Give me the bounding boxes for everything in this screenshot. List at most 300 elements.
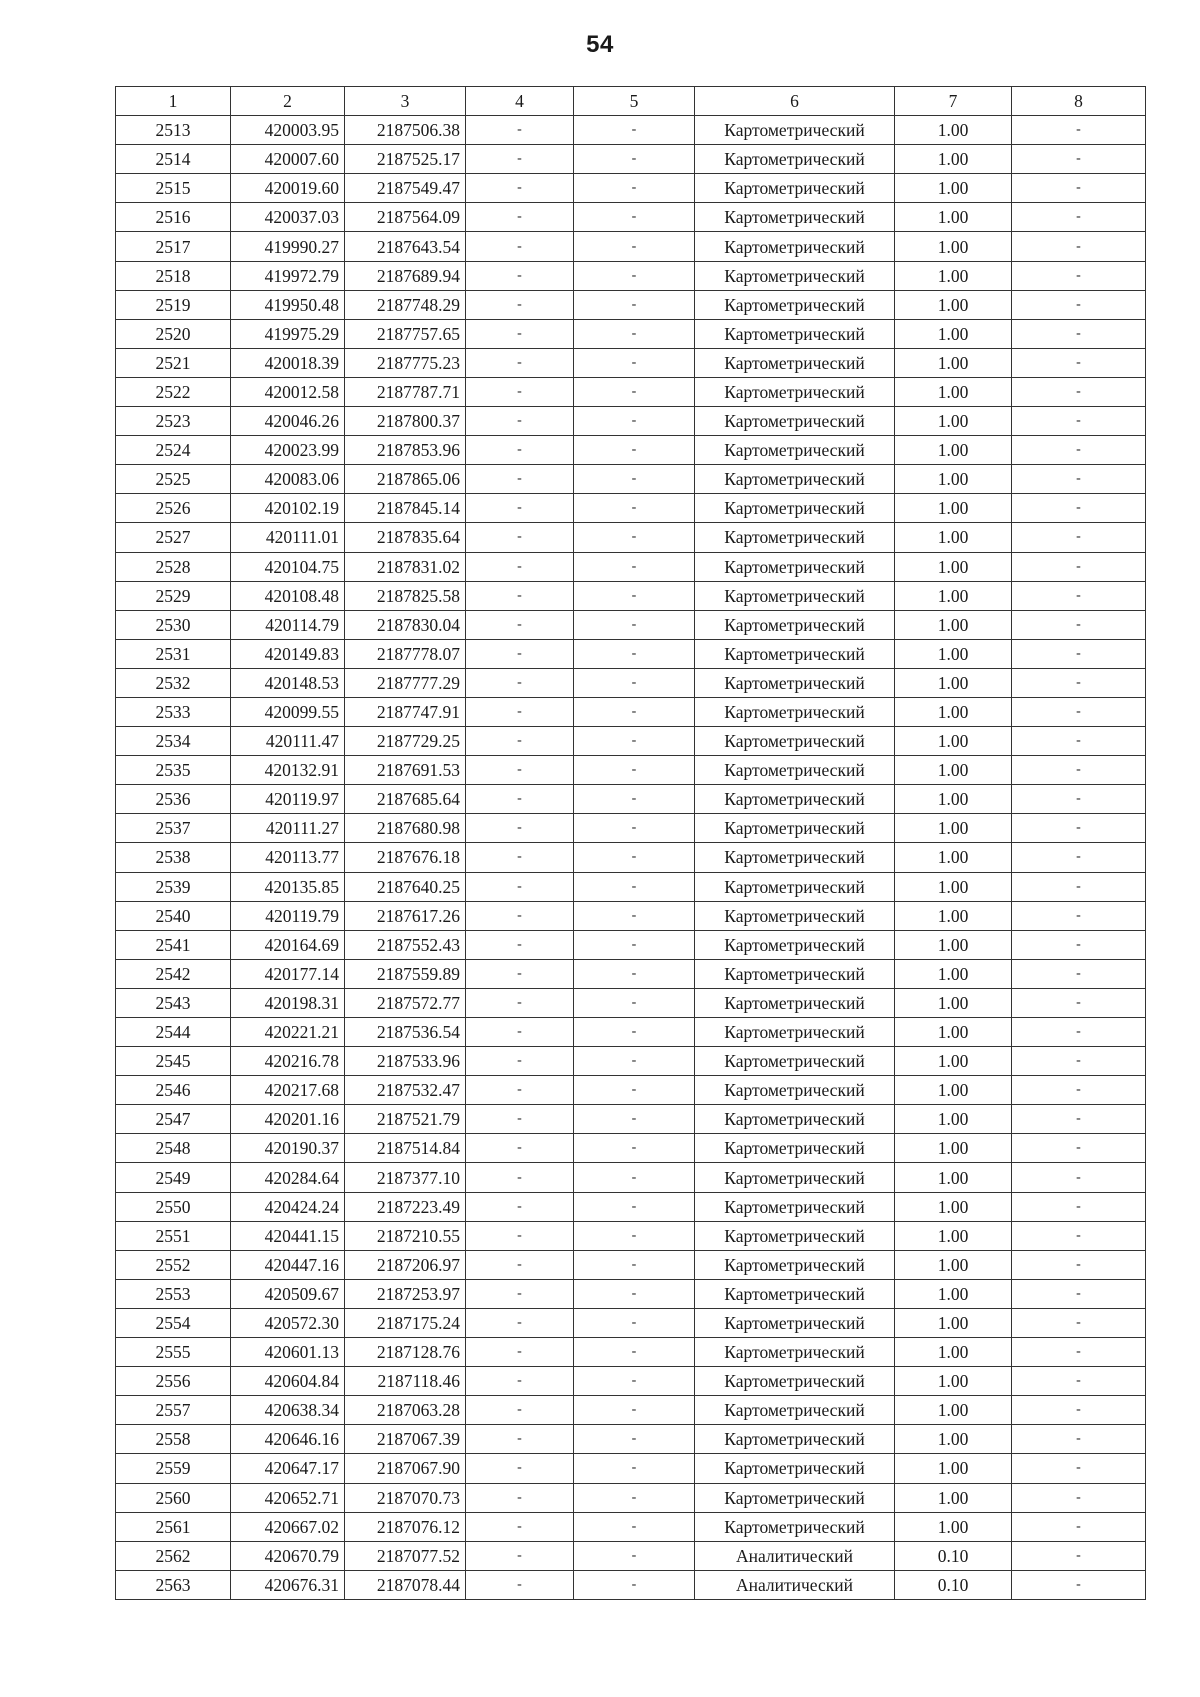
table-body [116,116,1146,1600]
cell-x-coordinate: 419975.29 [231,319,345,348]
cell-y-coordinate: 2187533.96 [345,1047,466,1076]
cell-method: Картометрический [695,1163,895,1192]
cell-x-coordinate: 420284.64 [231,1163,345,1192]
table-row [116,1396,1146,1425]
cell-col-8: - [1012,523,1146,552]
cell-method: Картометрический [695,1338,895,1367]
cell-col-5: - [574,1483,695,1512]
cell-col-8: - [1012,552,1146,581]
cell-col-5: - [574,1192,695,1221]
cell-col-8: - [1012,1570,1146,1599]
cell-x-coordinate: 420572.30 [231,1308,345,1337]
cell-col-8: - [1012,610,1146,639]
cell-col-4: - [466,988,574,1017]
column-header-6: 6 [695,87,895,116]
cell-y-coordinate: 2187775.23 [345,348,466,377]
cell-precision: 1.00 [895,1483,1012,1512]
cell-x-coordinate: 420424.24 [231,1192,345,1221]
cell-col-4: - [466,261,574,290]
cell-col-4: - [466,1396,574,1425]
cell-col-5: - [574,1221,695,1250]
table-row [116,727,1146,756]
cell-method: Аналитический [695,1570,895,1599]
cell-point-number: 2519 [116,290,231,319]
cell-x-coordinate: 420003.95 [231,116,345,145]
cell-col-4: - [466,1250,574,1279]
cell-col-5: - [574,1018,695,1047]
cell-col-8: - [1012,1076,1146,1105]
cell-precision: 1.00 [895,552,1012,581]
table-row [116,901,1146,930]
cell-method: Картометрический [695,697,895,726]
cell-y-coordinate: 2187777.29 [345,668,466,697]
cell-col-5: - [574,436,695,465]
cell-col-4: - [466,319,574,348]
cell-x-coordinate: 420667.02 [231,1512,345,1541]
cell-x-coordinate: 420018.39 [231,348,345,377]
cell-method: Картометрический [695,552,895,581]
cell-x-coordinate: 420102.19 [231,494,345,523]
cell-precision: 1.00 [895,290,1012,319]
cell-col-5: - [574,261,695,290]
cell-precision: 1.00 [895,145,1012,174]
cell-method: Картометрический [695,1512,895,1541]
cell-point-number: 2529 [116,581,231,610]
cell-col-4: - [466,901,574,930]
cell-point-number: 2560 [116,1483,231,1512]
cell-precision: 1.00 [895,377,1012,406]
cell-y-coordinate: 2187830.04 [345,610,466,639]
cell-x-coordinate: 420647.17 [231,1454,345,1483]
cell-method: Картометрический [695,1018,895,1047]
cell-col-8: - [1012,872,1146,901]
cell-col-5: - [574,319,695,348]
cell-col-5: - [574,1425,695,1454]
cell-precision: 1.00 [895,581,1012,610]
cell-col-5: - [574,523,695,552]
cell-point-number: 2539 [116,872,231,901]
cell-col-8: - [1012,145,1146,174]
cell-x-coordinate: 420201.16 [231,1105,345,1134]
cell-col-4: - [466,1483,574,1512]
cell-point-number: 2522 [116,377,231,406]
cell-y-coordinate: 2187506.38 [345,116,466,145]
cell-point-number: 2523 [116,407,231,436]
cell-precision: 1.00 [895,1367,1012,1396]
cell-precision: 1.00 [895,116,1012,145]
cell-col-5: - [574,697,695,726]
cell-col-8: - [1012,232,1146,261]
cell-col-5: - [574,494,695,523]
cell-y-coordinate: 2187572.77 [345,988,466,1017]
cell-col-4: - [466,1512,574,1541]
cell-x-coordinate: 420447.16 [231,1250,345,1279]
cell-point-number: 2552 [116,1250,231,1279]
cell-point-number: 2517 [116,232,231,261]
cell-point-number: 2557 [116,1396,231,1425]
cell-y-coordinate: 2187559.89 [345,959,466,988]
cell-col-4: - [466,1105,574,1134]
cell-precision: 1.00 [895,465,1012,494]
cell-method: Картометрический [695,959,895,988]
cell-method: Картометрический [695,261,895,290]
table-row [116,261,1146,290]
cell-point-number: 2559 [116,1454,231,1483]
cell-method: Картометрический [695,901,895,930]
table-row [116,1279,1146,1308]
cell-precision: 1.00 [895,959,1012,988]
cell-method: Картометрический [695,872,895,901]
cell-y-coordinate: 2187253.97 [345,1279,466,1308]
cell-col-5: - [574,1570,695,1599]
table-row [116,1308,1146,1337]
cell-col-8: - [1012,930,1146,959]
table-row [116,697,1146,726]
cell-x-coordinate: 420164.69 [231,930,345,959]
cell-point-number: 2547 [116,1105,231,1134]
cell-precision: 1.00 [895,1338,1012,1367]
cell-col-5: - [574,1308,695,1337]
cell-col-4: - [466,552,574,581]
cell-method: Картометрический [695,1047,895,1076]
cell-y-coordinate: 2187729.25 [345,727,466,756]
cell-col-8: - [1012,756,1146,785]
table-row [116,1338,1146,1367]
cell-x-coordinate: 419972.79 [231,261,345,290]
cell-x-coordinate: 420190.37 [231,1134,345,1163]
cell-x-coordinate: 420083.06 [231,465,345,494]
cell-col-8: - [1012,1454,1146,1483]
cell-col-8: - [1012,203,1146,232]
page-number: 54 [586,31,614,58]
cell-col-4: - [466,814,574,843]
cell-x-coordinate: 420177.14 [231,959,345,988]
table-row [116,1367,1146,1396]
cell-method: Картометрический [695,407,895,436]
cell-precision: 1.00 [895,668,1012,697]
cell-x-coordinate: 420198.31 [231,988,345,1017]
cell-col-8: - [1012,1018,1146,1047]
cell-point-number: 2520 [116,319,231,348]
cell-col-8: - [1012,697,1146,726]
cell-col-4: - [466,290,574,319]
table-row [116,1076,1146,1105]
cell-col-8: - [1012,494,1146,523]
cell-x-coordinate: 420217.68 [231,1076,345,1105]
cell-col-4: - [466,785,574,814]
cell-x-coordinate: 420221.21 [231,1018,345,1047]
cell-x-coordinate: 420601.13 [231,1338,345,1367]
cell-col-5: - [574,1279,695,1308]
table-row [116,1250,1146,1279]
cell-point-number: 2540 [116,901,231,930]
table-header-row [116,87,1146,116]
cell-col-5: - [574,959,695,988]
cell-x-coordinate: 419990.27 [231,232,345,261]
cell-x-coordinate: 420037.03 [231,203,345,232]
cell-col-8: - [1012,1512,1146,1541]
cell-point-number: 2530 [116,610,231,639]
cell-y-coordinate: 2187077.52 [345,1541,466,1570]
cell-precision: 1.00 [895,1454,1012,1483]
table-row [116,668,1146,697]
cell-method: Картометрический [695,348,895,377]
cell-col-4: - [466,1018,574,1047]
cell-method: Картометрический [695,465,895,494]
cell-col-4: - [466,581,574,610]
cell-precision: 1.00 [895,174,1012,203]
cell-point-number: 2515 [116,174,231,203]
cell-point-number: 2518 [116,261,231,290]
table-row [116,377,1146,406]
cell-x-coordinate: 420646.16 [231,1425,345,1454]
cell-y-coordinate: 2187549.47 [345,174,466,203]
cell-precision: 1.00 [895,203,1012,232]
table-row [116,785,1146,814]
cell-precision: 1.00 [895,901,1012,930]
cell-col-4: - [466,1279,574,1308]
cell-method: Картометрический [695,116,895,145]
table-row [116,232,1146,261]
cell-y-coordinate: 2187835.64 [345,523,466,552]
cell-method: Картометрический [695,668,895,697]
cell-method: Картометрический [695,232,895,261]
cell-method: Картометрический [695,1076,895,1105]
cell-col-8: - [1012,436,1146,465]
cell-y-coordinate: 2187564.09 [345,203,466,232]
table-row [116,639,1146,668]
cell-x-coordinate: 420007.60 [231,145,345,174]
cell-precision: 1.00 [895,1512,1012,1541]
cell-precision: 1.00 [895,1192,1012,1221]
cell-point-number: 2516 [116,203,231,232]
cell-x-coordinate: 420135.85 [231,872,345,901]
cell-point-number: 2556 [116,1367,231,1396]
cell-col-5: - [574,1105,695,1134]
cell-x-coordinate: 420012.58 [231,377,345,406]
table-row [116,581,1146,610]
cell-col-8: - [1012,581,1146,610]
cell-method: Картометрический [695,814,895,843]
cell-y-coordinate: 2187689.94 [345,261,466,290]
cell-y-coordinate: 2187617.26 [345,901,466,930]
cell-y-coordinate: 2187118.46 [345,1367,466,1396]
table-row [116,814,1146,843]
cell-precision: 1.00 [895,1250,1012,1279]
cell-col-8: - [1012,1221,1146,1250]
cell-method: Картометрический [695,1367,895,1396]
cell-col-8: - [1012,814,1146,843]
cell-col-5: - [574,639,695,668]
cell-col-8: - [1012,1367,1146,1396]
cell-point-number: 2549 [116,1163,231,1192]
cell-col-4: - [466,1425,574,1454]
cell-col-8: - [1012,1192,1146,1221]
cell-method: Картометрический [695,494,895,523]
column-header-8: 8 [1012,87,1146,116]
cell-x-coordinate: 420149.83 [231,639,345,668]
cell-col-5: - [574,552,695,581]
cell-col-5: - [574,814,695,843]
table-row [116,1425,1146,1454]
cell-y-coordinate: 2187377.10 [345,1163,466,1192]
cell-method: Картометрический [695,145,895,174]
cell-col-8: - [1012,1338,1146,1367]
cell-y-coordinate: 2187210.55 [345,1221,466,1250]
table-row [116,1570,1146,1599]
cell-y-coordinate: 2187640.25 [345,872,466,901]
cell-col-5: - [574,1250,695,1279]
cell-col-4: - [466,377,574,406]
cell-col-4: - [466,1047,574,1076]
cell-point-number: 2554 [116,1308,231,1337]
cell-x-coordinate: 420113.77 [231,843,345,872]
cell-col-5: - [574,930,695,959]
table-row [116,203,1146,232]
cell-col-5: - [574,348,695,377]
column-header-2: 2 [231,87,345,116]
cell-col-4: - [466,174,574,203]
cell-y-coordinate: 2187067.39 [345,1425,466,1454]
cell-method: Картометрический [695,1425,895,1454]
cell-precision: 1.00 [895,872,1012,901]
cell-col-4: - [466,116,574,145]
cell-point-number: 2551 [116,1221,231,1250]
cell-col-5: - [574,785,695,814]
cell-col-4: - [466,203,574,232]
cell-point-number: 2536 [116,785,231,814]
cell-col-4: - [466,1570,574,1599]
table-row [116,959,1146,988]
cell-col-5: - [574,1512,695,1541]
cell-x-coordinate: 420676.31 [231,1570,345,1599]
cell-col-5: - [574,1396,695,1425]
cell-point-number: 2541 [116,930,231,959]
cell-col-8: - [1012,1134,1146,1163]
cell-point-number: 2525 [116,465,231,494]
cell-point-number: 2542 [116,959,231,988]
cell-precision: 1.00 [895,261,1012,290]
cell-point-number: 2550 [116,1192,231,1221]
table-row [116,407,1146,436]
cell-point-number: 2544 [116,1018,231,1047]
cell-point-number: 2524 [116,436,231,465]
cell-precision: 1.00 [895,843,1012,872]
cell-y-coordinate: 2187076.12 [345,1512,466,1541]
cell-col-8: - [1012,988,1146,1017]
cell-col-5: - [574,116,695,145]
column-header-3: 3 [345,87,466,116]
cell-point-number: 2543 [116,988,231,1017]
cell-col-4: - [466,639,574,668]
column-header-4: 4 [466,87,574,116]
cell-col-5: - [574,174,695,203]
cell-point-number: 2546 [116,1076,231,1105]
cell-x-coordinate: 420114.79 [231,610,345,639]
table-row [116,1454,1146,1483]
cell-col-4: - [466,348,574,377]
cell-precision: 1.00 [895,1425,1012,1454]
cell-col-8: - [1012,1279,1146,1308]
cell-col-8: - [1012,116,1146,145]
cell-point-number: 2538 [116,843,231,872]
cell-col-5: - [574,290,695,319]
cell-col-5: - [574,203,695,232]
cell-method: Картометрический [695,843,895,872]
cell-col-4: - [466,145,574,174]
table-row [116,1163,1146,1192]
cell-method: Картометрический [695,1221,895,1250]
cell-col-5: - [574,901,695,930]
cell-col-8: - [1012,1396,1146,1425]
cell-col-8: - [1012,639,1146,668]
table-row [116,1105,1146,1134]
table-row [116,1221,1146,1250]
cell-y-coordinate: 2187853.96 [345,436,466,465]
cell-y-coordinate: 2187206.97 [345,1250,466,1279]
cell-col-5: - [574,1338,695,1367]
cell-col-4: - [466,1338,574,1367]
cell-y-coordinate: 2187514.84 [345,1134,466,1163]
cell-point-number: 2521 [116,348,231,377]
cell-col-5: - [574,407,695,436]
cell-y-coordinate: 2187532.47 [345,1076,466,1105]
cell-y-coordinate: 2187525.17 [345,145,466,174]
table-row [116,145,1146,174]
cell-point-number: 2555 [116,1338,231,1367]
table-row [116,1483,1146,1512]
cell-col-4: - [466,1541,574,1570]
cell-col-4: - [466,1454,574,1483]
cell-precision: 0.10 [895,1570,1012,1599]
cell-col-4: - [466,872,574,901]
table-row [116,930,1146,959]
cell-x-coordinate: 420604.84 [231,1367,345,1396]
cell-col-4: - [466,1134,574,1163]
cell-y-coordinate: 2187536.54 [345,1018,466,1047]
cell-x-coordinate: 420148.53 [231,668,345,697]
cell-method: Картометрический [695,988,895,1017]
cell-x-coordinate: 420119.79 [231,901,345,930]
table-row [116,116,1146,145]
cell-col-4: - [466,697,574,726]
cell-method: Картометрический [695,756,895,785]
cell-col-8: - [1012,348,1146,377]
cell-y-coordinate: 2187865.06 [345,465,466,494]
cell-col-8: - [1012,465,1146,494]
cell-point-number: 2528 [116,552,231,581]
cell-precision: 1.00 [895,494,1012,523]
cell-y-coordinate: 2187128.76 [345,1338,466,1367]
table-row [116,1541,1146,1570]
cell-col-8: - [1012,261,1146,290]
cell-x-coordinate: 420638.34 [231,1396,345,1425]
cell-precision: 1.00 [895,814,1012,843]
cell-precision: 1.00 [895,523,1012,552]
cell-point-number: 2558 [116,1425,231,1454]
table-row [116,756,1146,785]
cell-col-8: - [1012,1483,1146,1512]
cell-col-4: - [466,756,574,785]
cell-method: Картометрический [695,436,895,465]
cell-y-coordinate: 2187063.28 [345,1396,466,1425]
cell-x-coordinate: 420132.91 [231,756,345,785]
column-header-5: 5 [574,87,695,116]
cell-col-4: - [466,1076,574,1105]
cell-col-5: - [574,1541,695,1570]
cell-x-coordinate: 420046.26 [231,407,345,436]
cell-y-coordinate: 2187685.64 [345,785,466,814]
